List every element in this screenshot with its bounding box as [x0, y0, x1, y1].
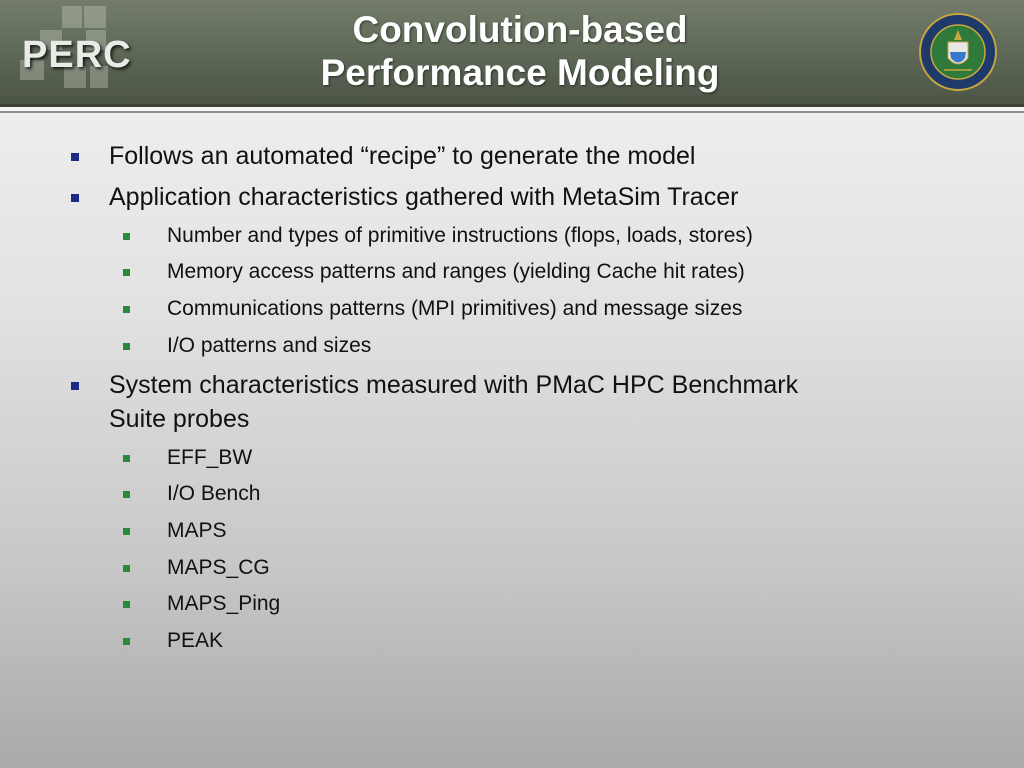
- bullet-item-line-1: System characteristics measured with PMaC HPC Benchmark: [109, 371, 799, 399]
- perc-logo-text: PERC: [22, 34, 132, 76]
- bullet-item: Follows an automated “recipe” to generate the model: [109, 142, 696, 170]
- sub-bullet-marker: [123, 601, 130, 608]
- sub-bullet-marker: [123, 455, 130, 462]
- sub-bullet-item: MAPS: [167, 519, 227, 542]
- sub-bullet-item: PEAK: [167, 629, 224, 652]
- sub-bullet-item: MAPS_Ping: [167, 592, 281, 615]
- sub-bullet-item: EFF_BW: [167, 446, 253, 469]
- sub-bullet-item: Number and types of primitive instructions (flops, loads, stores): [167, 224, 753, 247]
- sub-bullet-marker: [123, 269, 130, 276]
- bullet-item: Application characteristics gathered with MetaSim Tracer: [109, 183, 739, 211]
- sub-bullet-item: Communications patterns (MPI primitives) and message sizes: [167, 297, 743, 320]
- bullet-marker: [71, 153, 79, 161]
- sub-bullet-marker: [123, 306, 130, 313]
- sub-bullet-marker: [123, 565, 130, 572]
- sub-bullet-item: I/O patterns and sizes: [167, 334, 372, 357]
- title-line-1: Convolution-based: [352, 9, 688, 50]
- sub-bullet-item: I/O Bench: [167, 482, 261, 505]
- bullet-item-line-2: Suite probes: [109, 405, 250, 433]
- sub-bullet-marker: [123, 343, 130, 350]
- title-line-2: Performance Modeling: [320, 52, 720, 93]
- bullet-item: [109, 368, 929, 436]
- sub-bullet-marker: [123, 491, 130, 498]
- sub-bullet-marker: [123, 233, 130, 240]
- sub-bullet-marker: [123, 638, 130, 645]
- sub-bullet-item: Memory access patterns and ranges (yielding Cache hit rates): [167, 260, 745, 283]
- sub-bullet-marker: [123, 528, 130, 535]
- bullet-marker: [71, 194, 79, 202]
- sub-bullet-item: MAPS_CG: [167, 556, 270, 579]
- bullet-marker: [71, 382, 79, 390]
